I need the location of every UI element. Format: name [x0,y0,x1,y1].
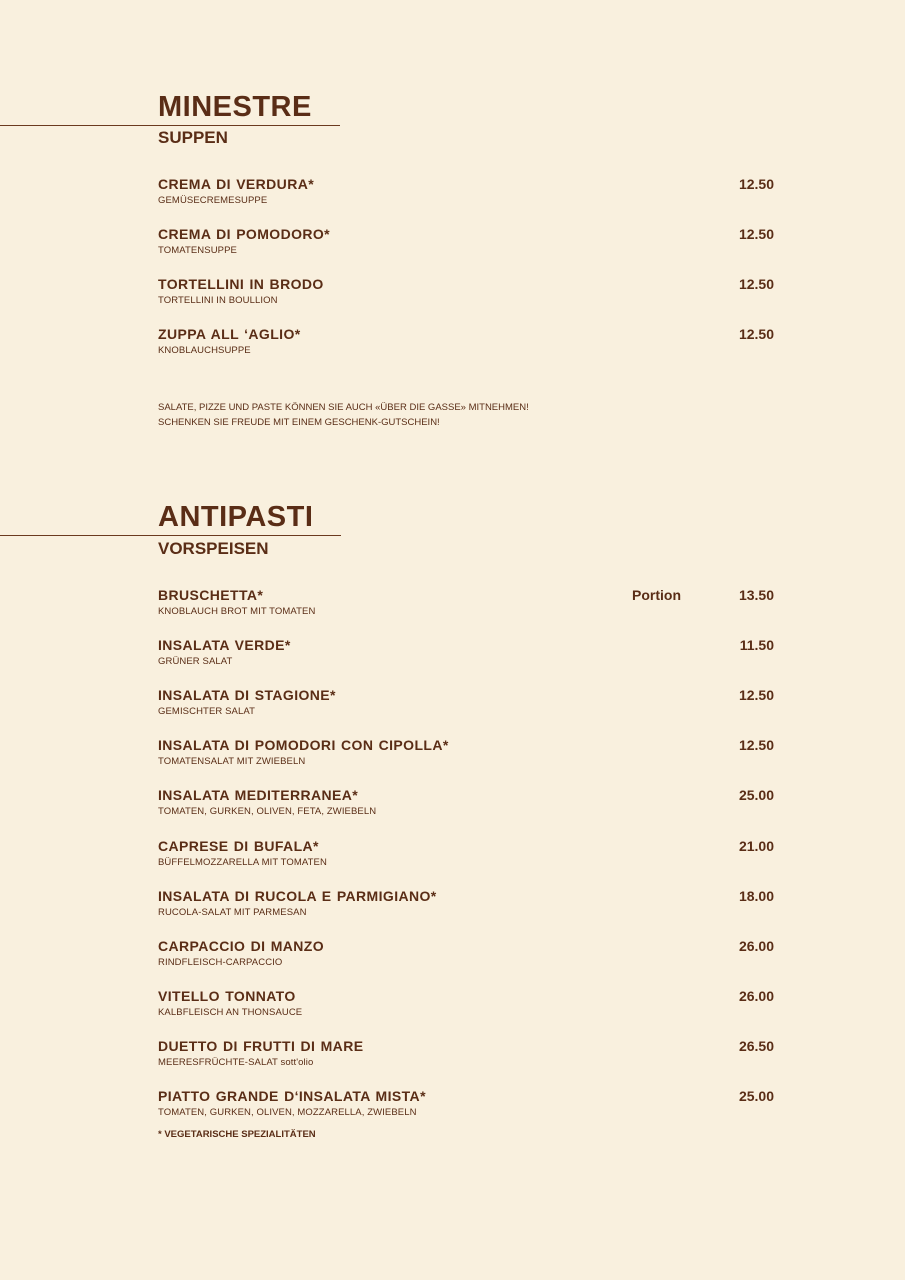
item-price: 25.00 [738,1088,774,1104]
menu-item [158,939,778,979]
item-description: KALBFLEISCH AN THONSAUCE [158,1007,303,1018]
takeaway-note [158,400,529,430]
item-description: GEMÜSECREMESUPPE [158,195,268,206]
item-name: PIATTO GRANDE D‘INSALATA MISTA* [158,1088,426,1104]
item-name: BRUSCHETTA* [158,587,264,603]
menu-item [158,177,778,217]
menu-item [158,788,778,828]
item-description: KNOBLAUCHSUPPE [158,345,251,356]
item-price: 13.50 [738,587,774,603]
menu-item [158,839,778,879]
item-description: KNOBLAUCH BROT MIT TOMATEN [158,606,316,617]
item-price: 12.50 [738,687,774,703]
item-price: 12.50 [738,276,774,292]
minestre-rule [0,125,340,126]
item-description: TOMATEN, GURKEN, OLIVEN, FETA, ZWIEBELN [158,806,377,817]
item-name: INSALATA DI RUCOLA E PARMIGIANO* [158,888,437,904]
item-description: GEMISCHTER SALAT [158,706,255,717]
item-price: 12.50 [738,226,774,242]
item-price: 25.00 [738,787,774,803]
menu-item [158,688,778,728]
item-name: CREMA DI VERDURA* [158,176,315,192]
item-name: TORTELLINI IN BRODO [158,276,324,292]
item-name: INSALATA VERDE* [158,637,291,653]
item-price: 26.00 [738,988,774,1004]
item-description: TOMATENSALAT MIT ZWIEBELN [158,756,306,767]
item-name: INSALATA DI STAGIONE* [158,687,336,703]
item-description: GRÜNER SALAT [158,656,233,667]
item-description: RINDFLEISCH-CARPACCIO [158,957,283,968]
antipasti-rule [0,535,341,536]
menu-item [158,638,778,678]
item-price: 12.50 [738,326,774,342]
vegetarian-footnote: * VEGETARISCHE SPEZIALITÄTEN [158,1129,316,1140]
item-description: TOMATEN, GURKEN, OLIVEN, MOZZARELLA, ZWIEBELN [158,1107,417,1118]
item-name: INSALATA MEDITERRANEA* [158,787,359,803]
item-price: 12.50 [738,176,774,192]
item-name: ZUPPA ALL ‘AGLIO* [158,326,301,342]
menu-item [158,327,778,367]
item-name: INSALATA DI POMODORI CON CIPOLLA* [158,737,449,753]
item-description: BÜFFELMOZZARELLA MIT TOMATEN [158,857,327,868]
menu-item [158,738,778,778]
menu-item [158,588,778,628]
item-name: CREMA DI POMODORO* [158,226,331,242]
item-name: CAPRESE DI BUFALA* [158,838,319,854]
menu-item [158,1089,778,1129]
item-description: MEERESFRÜCHTE-SALAT sott'olio [158,1057,314,1068]
item-price: 21.00 [738,838,774,854]
menu-item [158,889,778,929]
item-price: 11.50 [739,637,774,653]
menu-item [158,989,778,1029]
item-name: CARPACCIO DI MANZO [158,938,325,954]
item-price: 12.50 [738,737,774,753]
minestre-title: MINESTRE [158,91,312,123]
item-price: 18.00 [738,888,774,904]
note-line-takeaway: SALATE, PIZZE UND PASTE KÖNNEN SIE AUCH «ÜBER DIE GASSE» MITNEHMEN! [158,402,529,413]
item-portion-label: Portion [632,587,681,603]
menu-item [158,227,778,267]
item-price: 26.00 [738,938,774,954]
item-price: 26.50 [738,1038,774,1054]
menu-item [158,1039,778,1079]
item-description: TOMATENSUPPE [158,245,237,256]
menu-item [158,277,778,317]
item-name: VITELLO TONNATO [158,988,296,1004]
minestre-subtitle: SUPPEN [158,128,228,147]
antipasti-subtitle: VORSPEISEN [158,539,269,558]
antipasti-title: ANTIPASTI [158,501,314,533]
item-description: TORTELLINI IN BOULLION [158,295,278,306]
note-line-voucher: SCHENKEN SIE FREUDE MIT EINEM GESCHENK-GUTSCHEIN! [158,417,440,428]
item-description: RUCOLA-SALAT MIT PARMESAN [158,907,307,918]
item-name: DUETTO DI FRUTTI DI MARE [158,1038,364,1054]
